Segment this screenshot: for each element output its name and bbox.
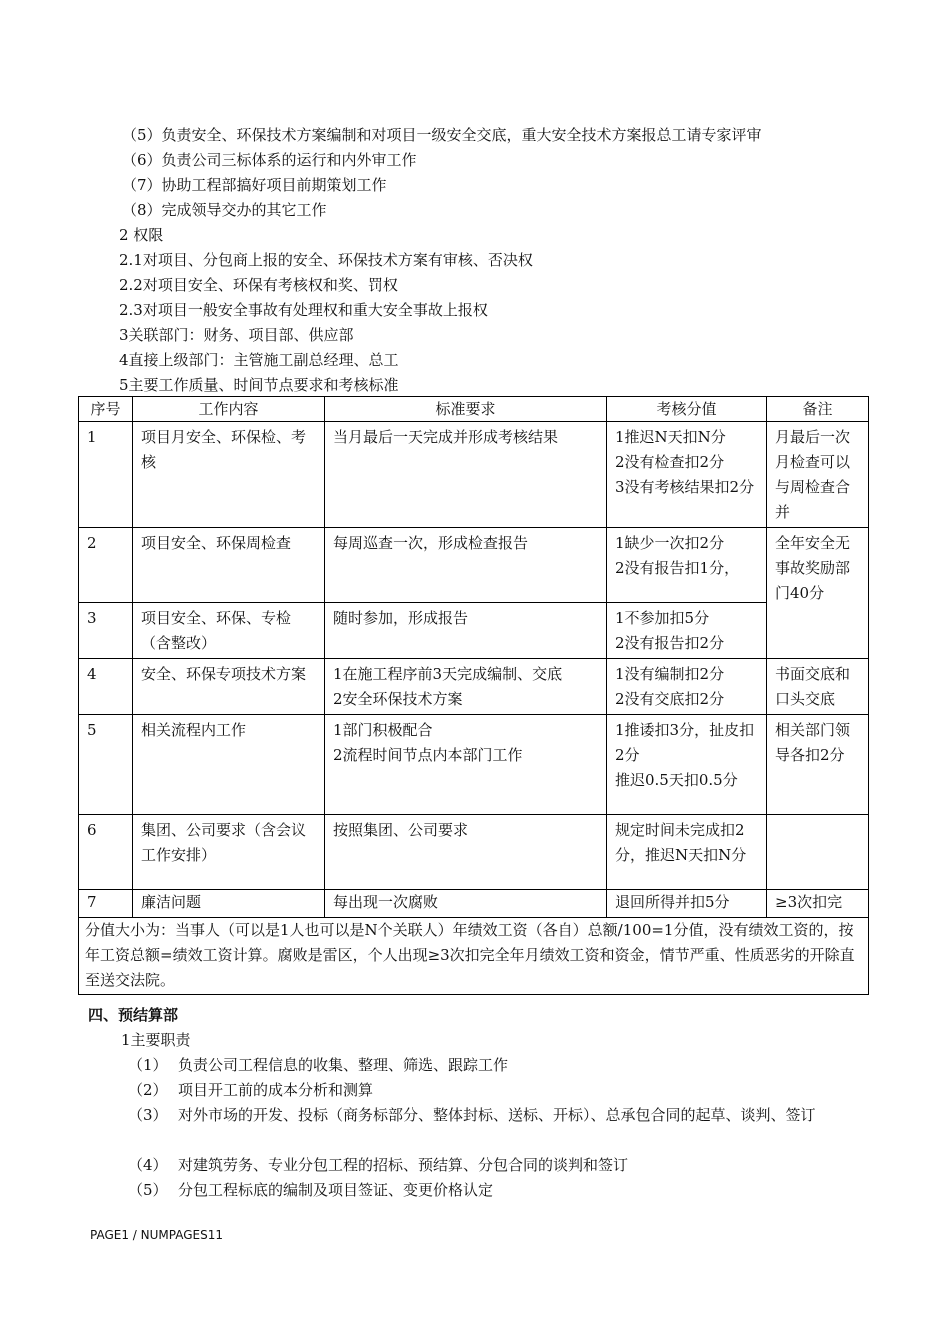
header-note: 备注 bbox=[767, 397, 869, 422]
duty-item bbox=[128, 1103, 816, 1128]
cell-no: 7 bbox=[79, 890, 133, 918]
table-header-row bbox=[79, 397, 869, 422]
page-footer: PAGE1 / NUMPAGES11 bbox=[90, 1228, 224, 1242]
cell-note: 书面交底和口头交底 bbox=[767, 659, 869, 715]
authority-line-3: 2.3对项目一般安全事故有处理权和重大安全事故上报权 bbox=[119, 301, 488, 319]
table-row bbox=[79, 422, 869, 528]
cell-standard: 每周巡查一次，形成检查报告 bbox=[325, 528, 607, 603]
table-footnote-row bbox=[79, 918, 869, 995]
cell-note: 月最后一次月检查可以与周检查合并 bbox=[767, 422, 869, 528]
duty-number: （1） bbox=[128, 1056, 168, 1074]
cell-score: 1推迟N天扣N分 2没有检查扣2分 3没有考核结果扣2分 bbox=[607, 422, 767, 528]
header-content: 工作内容 bbox=[133, 397, 325, 422]
header-score: 考核分值 bbox=[607, 397, 767, 422]
duty-item bbox=[128, 1178, 494, 1203]
cell-content: 项目安全、环保周检查 bbox=[133, 528, 325, 603]
duty-text: 负责公司工程信息的收集、整理、筛选、跟踪工作 bbox=[178, 1056, 509, 1074]
table-row bbox=[79, 528, 869, 603]
table-row bbox=[79, 715, 869, 815]
table-row bbox=[79, 659, 869, 715]
authority-line-1: 2.1对项目、分包商上报的安全、环保技术方案有审核、否决权 bbox=[119, 251, 533, 269]
cell-score: 1缺少一次扣2分 2没有报告扣1分， bbox=[607, 528, 767, 603]
cell-content: 廉洁问题 bbox=[133, 890, 325, 918]
duty-line-8: （8）完成领导交办的其它工作 bbox=[122, 201, 327, 219]
assessment-table bbox=[78, 396, 869, 995]
cell-score: 1推诿扣3分，扯皮扣2分 推迟0.5天扣0.5分 bbox=[607, 715, 767, 815]
table-row bbox=[79, 603, 869, 659]
cell-score: 规定时间未完成扣2分，推迟N天扣N分 bbox=[607, 815, 767, 890]
duty-line-5: （5）负责安全、环保技术方案编制和对项目一级安全交底，重大安全技术方案报总工请专家评审 bbox=[122, 126, 762, 144]
duty-line-6: （6）负责公司三标体系的运行和内外审工作 bbox=[122, 151, 417, 169]
cell-note: ≥3次扣完 bbox=[767, 890, 869, 918]
header-standard: 标准要求 bbox=[325, 397, 607, 422]
cell-no: 1 bbox=[79, 422, 133, 528]
cell-score: 1没有编制扣2分 2没有交底扣2分 bbox=[607, 659, 767, 715]
table-row bbox=[79, 815, 869, 890]
duty-text: 项目开工前的成本分析和测算 bbox=[178, 1081, 374, 1099]
cell-content: 安全、环保专项技术方案 bbox=[133, 659, 325, 715]
authority-line-2: 2.2对项目安全、环保有考核权和奖、罚权 bbox=[119, 276, 398, 294]
header-no: 序号 bbox=[79, 397, 133, 422]
cell-note: 全年安全无事故奖励部门40分 bbox=[767, 528, 869, 659]
duty-item bbox=[128, 1078, 374, 1103]
duty-number: （2） bbox=[128, 1081, 168, 1099]
superior-department: 4直接上级部门：主管施工副总经理、总工 bbox=[119, 351, 399, 369]
cell-standard: 每出现一次腐败 bbox=[325, 890, 607, 918]
cell-standard: 1在施工程序前3天完成编制、交底 2安全环保技术方案 bbox=[325, 659, 607, 715]
cell-no: 4 bbox=[79, 659, 133, 715]
duty-text: 分包工程标底的编制及项目签证、变更价格认定 bbox=[178, 1181, 494, 1199]
table-row bbox=[79, 890, 869, 918]
duty-number: （3） bbox=[128, 1106, 168, 1124]
cell-no: 2 bbox=[79, 528, 133, 603]
section-subtitle: 1主要职责 bbox=[121, 1031, 191, 1049]
cell-content: 集团、公司要求（含会议工作安排） bbox=[133, 815, 325, 890]
duty-text: 对建筑劳务、专业分包工程的招标、预结算、分包合同的谈判和签订 bbox=[178, 1156, 629, 1174]
cell-score: 退回所得并扣5分 bbox=[607, 890, 767, 918]
related-departments: 3关联部门：财务、项目部、供应部 bbox=[119, 326, 354, 344]
cell-standard: 按照集团、公司要求 bbox=[325, 815, 607, 890]
cell-content: 相关流程内工作 bbox=[133, 715, 325, 815]
table-footnote: 分值大小为：当事人（可以是1人也可以是N个关联人）年绩效工资（各自）总额/100=1分值，没有绩效工资的，按年工资总额=绩效工资计算。腐败是雷区，个人出现≥3次扣完全年月绩效工资和资金，情节严重、性质恶劣的开除直至送交法院。 bbox=[79, 918, 869, 995]
duty-line-7: （7）协助工程部搞好项目前期策划工作 bbox=[122, 176, 387, 194]
cell-standard: 当月最后一天完成并形成考核结果 bbox=[325, 422, 607, 528]
cell-note: 相关部门领导各扣2分 bbox=[767, 715, 869, 815]
duty-text: 对外市场的开发、投标（商务标部分、整体封标、送标、开标）、总承包合同的起草、谈判、签订 bbox=[178, 1106, 816, 1124]
cell-standard: 随时参加，形成报告 bbox=[325, 603, 607, 659]
duty-number: （5） bbox=[128, 1181, 168, 1199]
cell-no: 6 bbox=[79, 815, 133, 890]
cell-standard: 1部门积极配合 2流程时间节点内本部门工作 bbox=[325, 715, 607, 815]
duty-item bbox=[128, 1153, 629, 1178]
cell-content: 项目安全、环保、专检（含整改） bbox=[133, 603, 325, 659]
cell-no: 5 bbox=[79, 715, 133, 815]
section-title: 四、预结算部 bbox=[88, 1006, 179, 1024]
duty-item bbox=[128, 1053, 509, 1078]
cell-score: 1不参加扣5分 2没有报告扣2分 bbox=[607, 603, 767, 659]
cell-no: 3 bbox=[79, 603, 133, 659]
cell-note bbox=[767, 815, 869, 890]
cell-content: 项目月安全、环保检、考核 bbox=[133, 422, 325, 528]
duty-number: （4） bbox=[128, 1156, 168, 1174]
authority-heading: 2 权限 bbox=[119, 226, 164, 244]
table-caption: 5主要工作质量、时间节点要求和考核标准 bbox=[119, 376, 399, 394]
